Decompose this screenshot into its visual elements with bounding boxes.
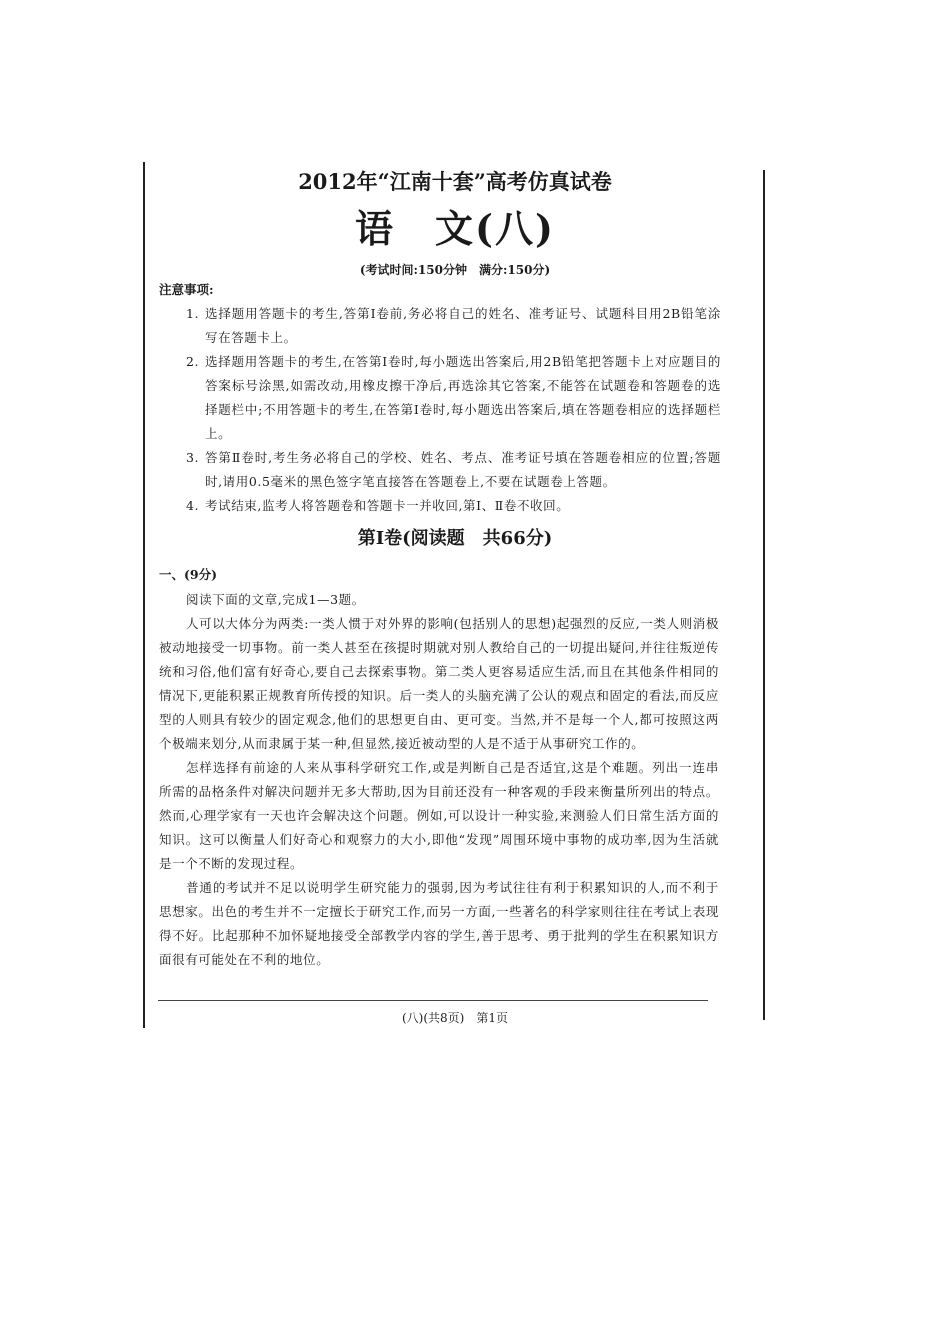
notice-item-number: 1. — [186, 306, 200, 321]
notice-item-text: 考试结束,监考人将答题卷和答题卡一并收回,第Ⅰ、Ⅱ卷不收回。 — [205, 498, 570, 513]
notice-item — [186, 302, 721, 350]
notice-item-text: 选择题用答题卡的考生,答第Ⅰ卷前,务必将自己的姓名、准考证号、试题科目用2B铅笔涂写在答题卡上。 — [205, 306, 721, 345]
notice-item-number: 2. — [186, 354, 200, 369]
passage-paragraph: 人可以大体分为两类:一类人惯于对外界的影响(包括别人的思想)起强烈的反应,一类人则消极被动地接受一切事物。前一类人甚至在孩提时期就对别人教给自己的一切提出疑问,并往往叛逆传统和习俗,他们富有好奇心,要自己去探索事物。第二类人更容易适应生活,而且在其他条件相同的情况下,更能积累正规教育所传授的知识。后一类人的头脑充满了公认的观点和固定的看法,而反应型的人则具有较少的固定观念,他们的思想更自由、更可变。当然,并不是每一个人,都可按照这两个极端来划分,从而隶属于某一种,但显然,接近被动型的人是不适于从事研究工作的。 — [159, 616, 719, 751]
section-heading: 第Ⅰ卷(阅读题 共66分) — [357, 528, 553, 549]
exam-title: 2012年“江南十套”高考仿真试卷 — [298, 169, 612, 194]
exam-time-score-info: (考试时间:150分钟 满分:150分) — [359, 263, 551, 277]
passage-paragraph: 普通的考试并不足以说明学生研究能力的强弱,因为考试往往有利于积累知识的人,而不利于思想家。出色的考生并不一定擅长于研究工作,而另一方面,一些著名的科学家则往往在考试上表现得不好。比起那种不加怀疑地接受全部教学内容的学生,善于思考、勇于批判的学生在积累知识方面很有可能处在不利的地位。 — [159, 880, 719, 967]
notice-item — [186, 494, 721, 518]
notice-item-number: 4. — [186, 498, 200, 513]
subject-title: 语 文(八) — [355, 206, 555, 251]
footer-divider — [158, 1000, 708, 1001]
notice-item — [186, 446, 721, 494]
part-label: 一、(9分) — [159, 567, 218, 582]
right-border-line — [763, 170, 765, 1020]
notice-item-text: 选择题用答题卡的考生,在答第Ⅰ卷时,每小题选出答案后,用2B铅笔把答题卡上对应题目的答案标号涂黑,如需改动,用橡皮擦干净后,再选涂其它答案,不能答在试题卷和答题卷的选择题栏中;不用答题卡的考生,在答第Ⅰ卷时,每小题选出答案后,填在答题卷相应的选择题栏上。 — [205, 354, 721, 441]
reading-passage — [159, 588, 719, 972]
notice-list — [186, 302, 721, 518]
notice-item-number: 3. — [186, 450, 200, 465]
left-border-line — [143, 162, 145, 1028]
notice-item — [186, 350, 721, 446]
passage-paragraph: 怎样选择有前途的人来从事科学研究工作,或是判断自己是否适宜,这是个难题。列出一连串所需的品格条件对解决问题并无多大帮助,因为目前还没有一种客观的手段来衡量所列出的特点。然而,心理学家有一天也许会解决这个问题。例如,可以设计一种实验,来测验人们日常生活方面的知识。这可以衡量人们好奇心和观察力的大小,即他“发现”周围环境中事物的成功率,因为生活就是一个不断的发现过程。 — [159, 760, 719, 871]
notice-item-text: 答第Ⅱ卷时,考生务必将自己的学校、姓名、考点、准考证号填在答题卷相应的位置;答题时,请用0.5毫米的黑色签字笔直接答在答题卷上,不要在试题卷上答题。 — [205, 450, 721, 489]
notice-heading: 注意事项: — [159, 282, 214, 297]
passage-instruction: 阅读下面的文章,完成1—3题。 — [186, 592, 365, 607]
page-number: (八)(共8页) 第1页 — [402, 1011, 508, 1025]
